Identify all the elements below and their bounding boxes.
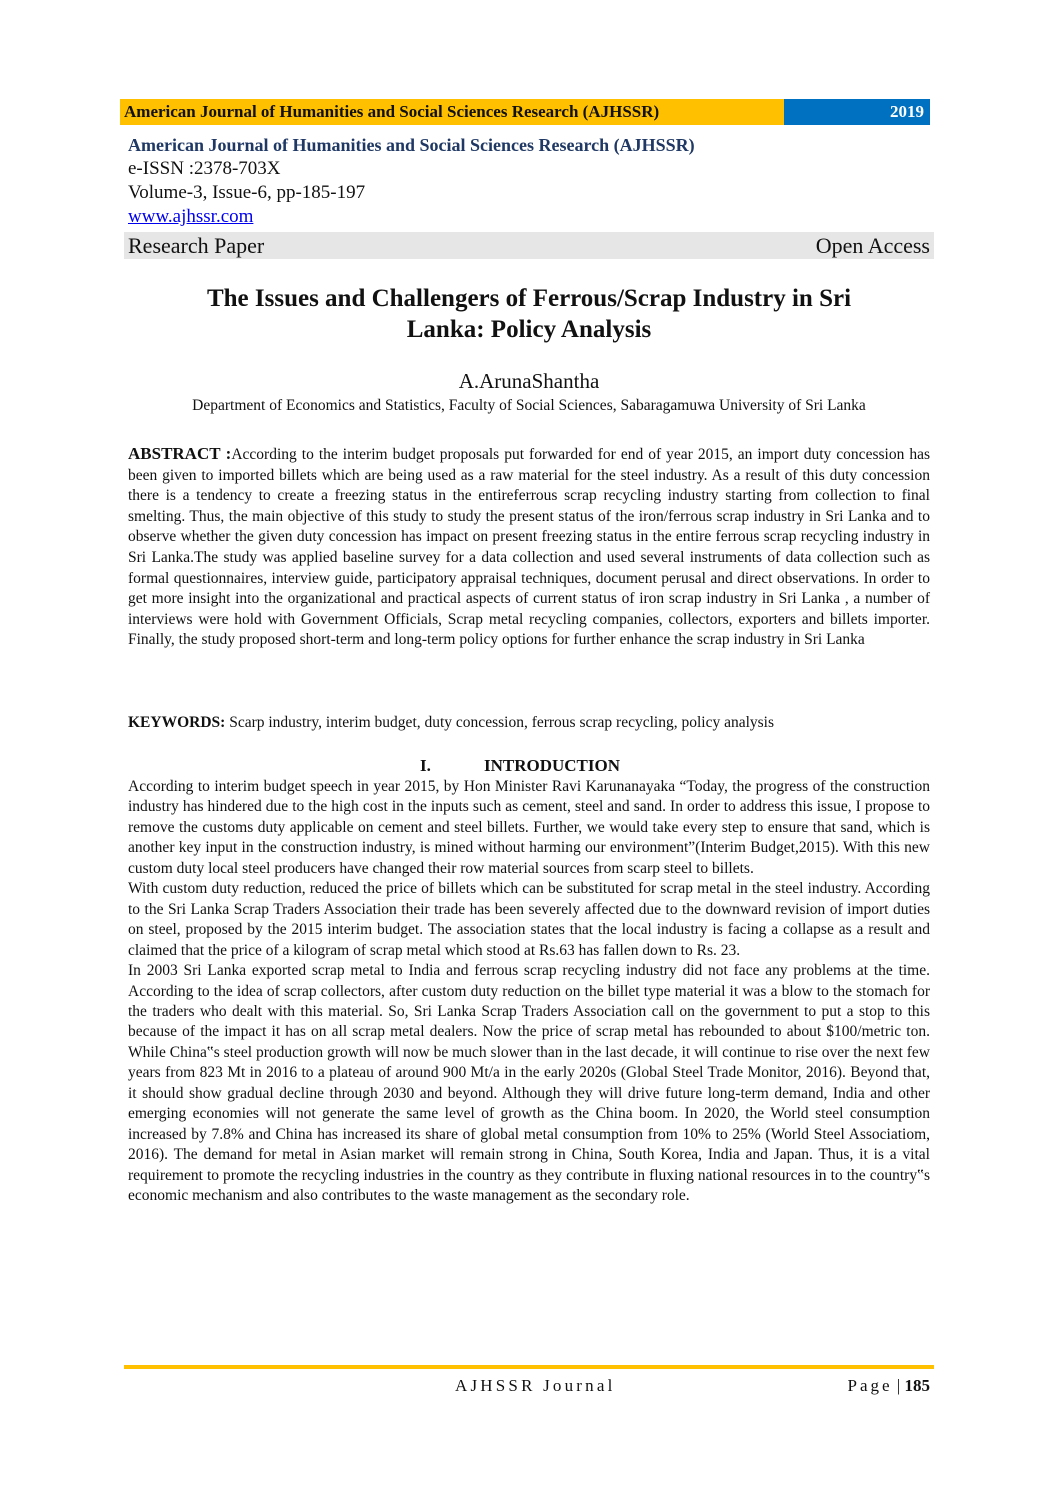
- meta-volume: Volume-3, Issue-6, pp-185-197: [128, 182, 366, 203]
- footer-rule: [124, 1365, 934, 1369]
- paper-type-bar: [124, 232, 934, 259]
- paper-title: [128, 283, 930, 345]
- section-title: INTRODUCTION: [484, 756, 621, 775]
- section-number: I.: [420, 756, 431, 775]
- keywords-text: Scarp industry, interim budget, duty concession, ferrous scrap recycling, policy analysis: [225, 714, 775, 731]
- footer-page-label: Page: [847, 1376, 893, 1395]
- footer-page-number: 185: [904, 1376, 930, 1395]
- meta-website-link[interactable]: www.ajhssr.com: [128, 206, 254, 227]
- meta-journal-name: American Journal of Humanities and Social Sciences Research (AJHSSR): [128, 135, 695, 155]
- footer-journal: AJHSSR Journal: [455, 1376, 616, 1395]
- meta-issn: e-ISSN :2378-703X: [128, 158, 281, 179]
- journal-header-bar: [120, 99, 930, 125]
- paragraph: With custom duty reduction, reduced the price of billets which can be substituted for scrap metal in the steel industry. According to the Sri Lanka Scrap Traders Association their trade has been severely affected due to the downward revision of import duties on steel, proposed by the 2015 interim budget. The association states that the local industry is facing a collapse as a result and claimed that the price of a kilogram of scrap metal which stood at Rs.63 has fallen down to Rs. 23.: [128, 880, 930, 959]
- abstract: [128, 444, 930, 651]
- journal-meta: [128, 133, 695, 229]
- abstract-text: According to the interim budget proposals put forwarded for end of year 2015, an import duty concession has been given to imported billets which are being used as a raw material for the steel industry. As a result of this duty concession there is a tendency to create a freezing status in the entireferrous scrap recycling industry starting from collection to final smelting. Thus, the main objective of this study to study the present status of the iron/ferrous scrap industry in Sri Lanka and to observe whether the given duty concession has impact on present freezing status in the entire ferrous scrap recycling industry in Sri Lanka.The study was applied baseline survey for a data collection and used several instruments of data collection such as formal questionnaires, interview guide, participatory appraisal techniques, document perusal and direct observations. In order to get more insight into the organizational and practical aspects of current status of iron scrap industry in Sri Lanka , a number of interviews were hold with Government Officials, Scrap metal recycling companies, collectors, exporters and billets importer. Finally, the study proposed short-term and long-term policy options for further enhance the scrap industry in Sri Lanka: [128, 446, 930, 649]
- paper-type-label: Research Paper: [128, 233, 265, 258]
- access-label: Open Access: [815, 233, 930, 258]
- paragraph: In 2003 Sri Lanka exported scrap metal to India and ferrous scrap recycling industry did not face any problems at the time. According to the idea of scrap collectors, after custom duty reduction on the billet type material it was a blow to the stomach for the traders who dealt with this material. So, Sri Lanka Scrap Traders Association call on the government to put a stop to this because of the impact it has on all scrap metal dealers. Now the price of scrap metal has rebounded to about $100/metric ton. While China‟s steel production growth will now be much slower than in the last decade, it will continue to rise over the next few years from 823 Mt in 2016 to a plateau of around 900 Mt/a in the early 2020s (Global Steel Trade Monitor, 2016). Beyond that, it should show gradual decline through 2030 and beyond. Although they will drive future long-term demand, India and other emerging economies will not generate the same level of growth as the China boom. In 2020, the World steel consumption increased by 7.8% and China has increased its share of global metal consumption from 10% to 25% (World Steel Associatiom, 2016). The demand for metal in Asian market will remain strong in China, South Korea, India and Japan. Thus, it is a vital requirement to promote the recycling industries in the country as they contribute in fluxing national resources in to the country‟s economic mechanism and also contributes to the waste management as the secondary role.: [128, 962, 930, 1205]
- title-line-1: The Issues and Challengers of Ferrous/Scrap Industry in Sri: [206, 285, 852, 312]
- title-line-2: Lanka: Policy Analysis: [406, 316, 652, 343]
- introduction-body: [128, 777, 930, 1207]
- paragraph: According to interim budget speech in year 2015, by Hon Minister Ravi Karunanayaka “Today, the progress of the construction industry has hindered due to the high cost in the inputs such as cement, steel and sand. In order to address this issue, I propose to remove the customs duty applicable on cement and steel billets. Further, we would take every step to ensure that sand, which is another key input in the construction industry, is mined without harming our environment”(Interim Budget,2015). With this new custom duty local steel producers have changed their row material sources from scarp steel to billets.: [128, 778, 930, 877]
- keywords-label: KEYWORDS:: [128, 714, 226, 731]
- footer-page: Page | 185: [847, 1376, 930, 1395]
- header-year: 2019: [784, 99, 930, 125]
- author-affiliation: Department of Economics and Statistics, Faculty of Social Sciences, Sabaragamuwa University of Sri Lanka: [192, 397, 866, 414]
- keywords: [128, 713, 930, 733]
- abstract-label: ABSTRACT :: [128, 444, 232, 463]
- header-journal-name: American Journal of Humanities and Social Sciences Research (AJHSSR): [120, 99, 784, 125]
- author-name: A.ArunaShantha: [458, 369, 600, 393]
